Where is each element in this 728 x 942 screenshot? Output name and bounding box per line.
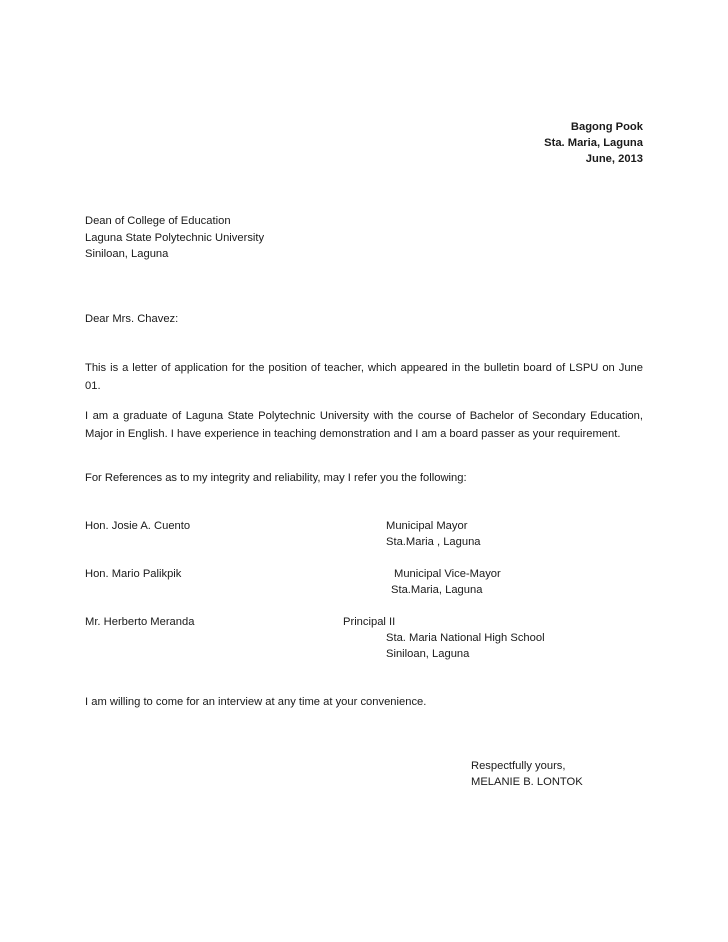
- reference-2-location: Sta.Maria, Laguna: [391, 584, 483, 596]
- body-paragraph-3: For References as to my integrity and reliability, may I refer you the following:: [85, 472, 467, 484]
- reference-2-position: Municipal Vice-Mayor: [394, 568, 501, 580]
- reference-3-location: Siniloan, Laguna: [386, 648, 470, 660]
- body-paragraph-1: This is a letter of application for the position of teacher, which appeared in the bulletin board of LSPU on June 01.: [85, 362, 643, 392]
- letter-date: June, 2013: [585, 153, 643, 165]
- reference-3-position: Principal II: [343, 616, 396, 628]
- body-paragraph-2: I am a graduate of Laguna State Polytechnic University with the course of Bachelor of Secondary Education, Major in English. I have experience in teaching demonstration and I am a board passer as your requirement.: [85, 410, 643, 440]
- complimentary-close: Respectfully yours,: [471, 760, 566, 772]
- reference-1-location: Sta.Maria , Laguna: [386, 536, 481, 548]
- sender-address-line1: Bagong Pook: [570, 121, 643, 133]
- sender-address-line2: Sta. Maria, Laguna: [544, 137, 643, 149]
- reference-2-name: Hon. Mario Palikpik: [85, 568, 182, 580]
- closing-paragraph: I am willing to come for an interview at any time at your convenience.: [85, 696, 427, 708]
- recipient-title: Dean of College of Education: [85, 215, 231, 227]
- recipient-location: Siniloan, Laguna: [85, 248, 169, 260]
- signature-name: MELANIE B. LONTOK: [471, 776, 583, 788]
- reference-1-position: Municipal Mayor: [386, 520, 468, 532]
- salutation: Dear Mrs. Chavez:: [85, 313, 179, 325]
- reference-1-name: Hon. Josie A. Cuento: [85, 520, 191, 532]
- reference-3-school: Sta. Maria National High School: [386, 632, 545, 644]
- recipient-institution: Laguna State Polytechnic University: [85, 232, 265, 244]
- reference-3-name: Mr. Herberto Meranda: [85, 616, 195, 628]
